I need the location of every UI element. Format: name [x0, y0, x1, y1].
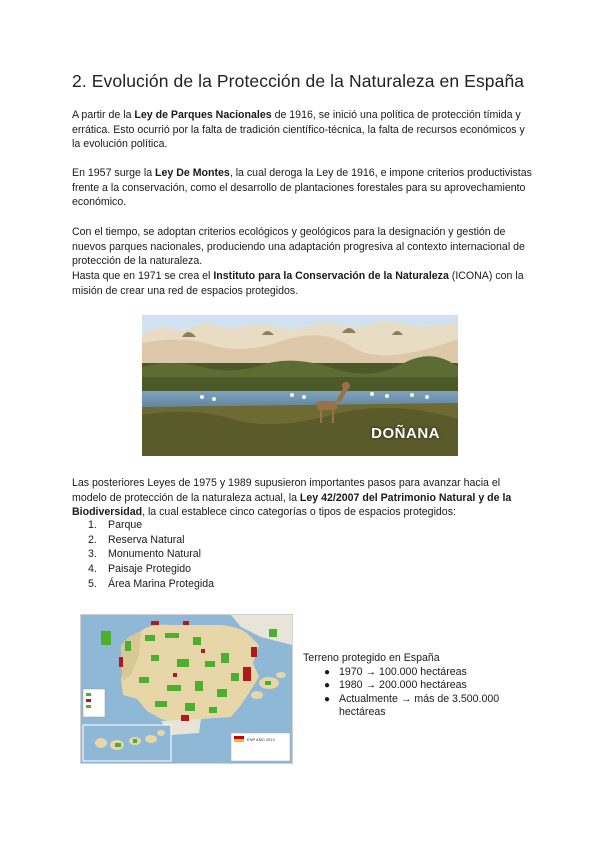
text-run: (ICONA) con la misión de crear una red de espacios protegidos. [72, 270, 524, 297]
protected-land-heading: Terreno protegido en España [303, 652, 440, 664]
bullet-icon: ● [324, 666, 331, 678]
list-item [88, 577, 214, 592]
text-run: , la cual establece cinco categorías o tipos de espacios protegidos: [142, 506, 456, 519]
list-label: 1980 → 200.000 hectáreas [339, 679, 467, 692]
bold-term: Ley De Montes [155, 167, 230, 179]
spain-protected-areas-map [80, 614, 293, 764]
list-number: 5. [88, 577, 97, 590]
list-number: 1. [88, 519, 97, 531]
list-label: Reserva Natural [108, 533, 185, 546]
bold-term: Ley 42/2007 del Patrimonio Natural y de la Biodiversidad [72, 491, 512, 519]
list-item [303, 693, 539, 720]
protected-land-summary [303, 652, 539, 720]
list-item [88, 533, 214, 548]
list-label: 1970 → 100.000 hectáreas [339, 665, 467, 678]
photo-caption: DOÑANA [371, 425, 440, 442]
list-item [88, 518, 214, 533]
list-item [303, 666, 539, 680]
bullet-icon: ● [324, 680, 331, 692]
bold-term: Ley de Parques Nacionales [134, 109, 272, 121]
map-stamp-text: ENP AÑO 2013 [247, 737, 275, 742]
donana-photo [142, 315, 458, 456]
protected-land-list [303, 666, 539, 720]
paragraph-ley-parques [72, 108, 532, 152]
paragraph-criterios [72, 225, 532, 269]
list-label: Paisaje Protegido [108, 563, 192, 576]
paragraph-icona [72, 269, 532, 298]
paragraph-leyes-posteriores [72, 476, 534, 520]
text-run: de 1916, se inició una política de protección tímida y errática. Esto ocurrió por la falta de tradición científico-técnica, la falta de recursos económicos y la evolución política. [72, 109, 525, 151]
list-label: Monumento Natural [108, 548, 202, 561]
list-number: 4. [88, 563, 97, 576]
bold-term: Instituto para la Conservación de la Naturaleza [213, 270, 449, 282]
list-number: 3. [88, 548, 97, 561]
list-item [88, 547, 214, 562]
paragraph-ley-montes [72, 166, 532, 210]
list-label: Actualmente → más de 3.500.000 hectáreas [339, 692, 500, 719]
text-run: Las posteriores Leyes de 1975 y 1989 supusieron importantes pasos para avanzar hacia el modelo de protección de la naturaleza actual, la [72, 477, 501, 504]
list-label: Área Marina Protegida [108, 577, 214, 590]
protected-space-types-list [88, 518, 214, 592]
section-title: 2. Evolución de la Protección de la Naturaleza en España [72, 71, 525, 91]
text-run: A partir de la [72, 109, 135, 121]
text-run: Hasta que en 1971 se crea el [72, 270, 214, 282]
text-run: En 1957 surge la [72, 167, 156, 179]
list-item [303, 679, 539, 693]
list-item [88, 562, 214, 577]
list-label: Parque [108, 519, 143, 531]
text-run: , la cual deroga la Ley de 1916, e impone criterios productivistas frente a la conservación, como el desarrollo de plantaciones forestales para su aprovechamiento económico. [72, 167, 532, 209]
list-number: 2. [88, 533, 97, 546]
text-run: Con el tiempo, se adoptan criterios ecológicos y geológicos para la designación y gestión de nuevos parques nacionales, produciendo una adaptación progresiva al contexto internacional de protección de la naturaleza. [72, 226, 525, 268]
bullet-icon: ● [324, 693, 331, 705]
